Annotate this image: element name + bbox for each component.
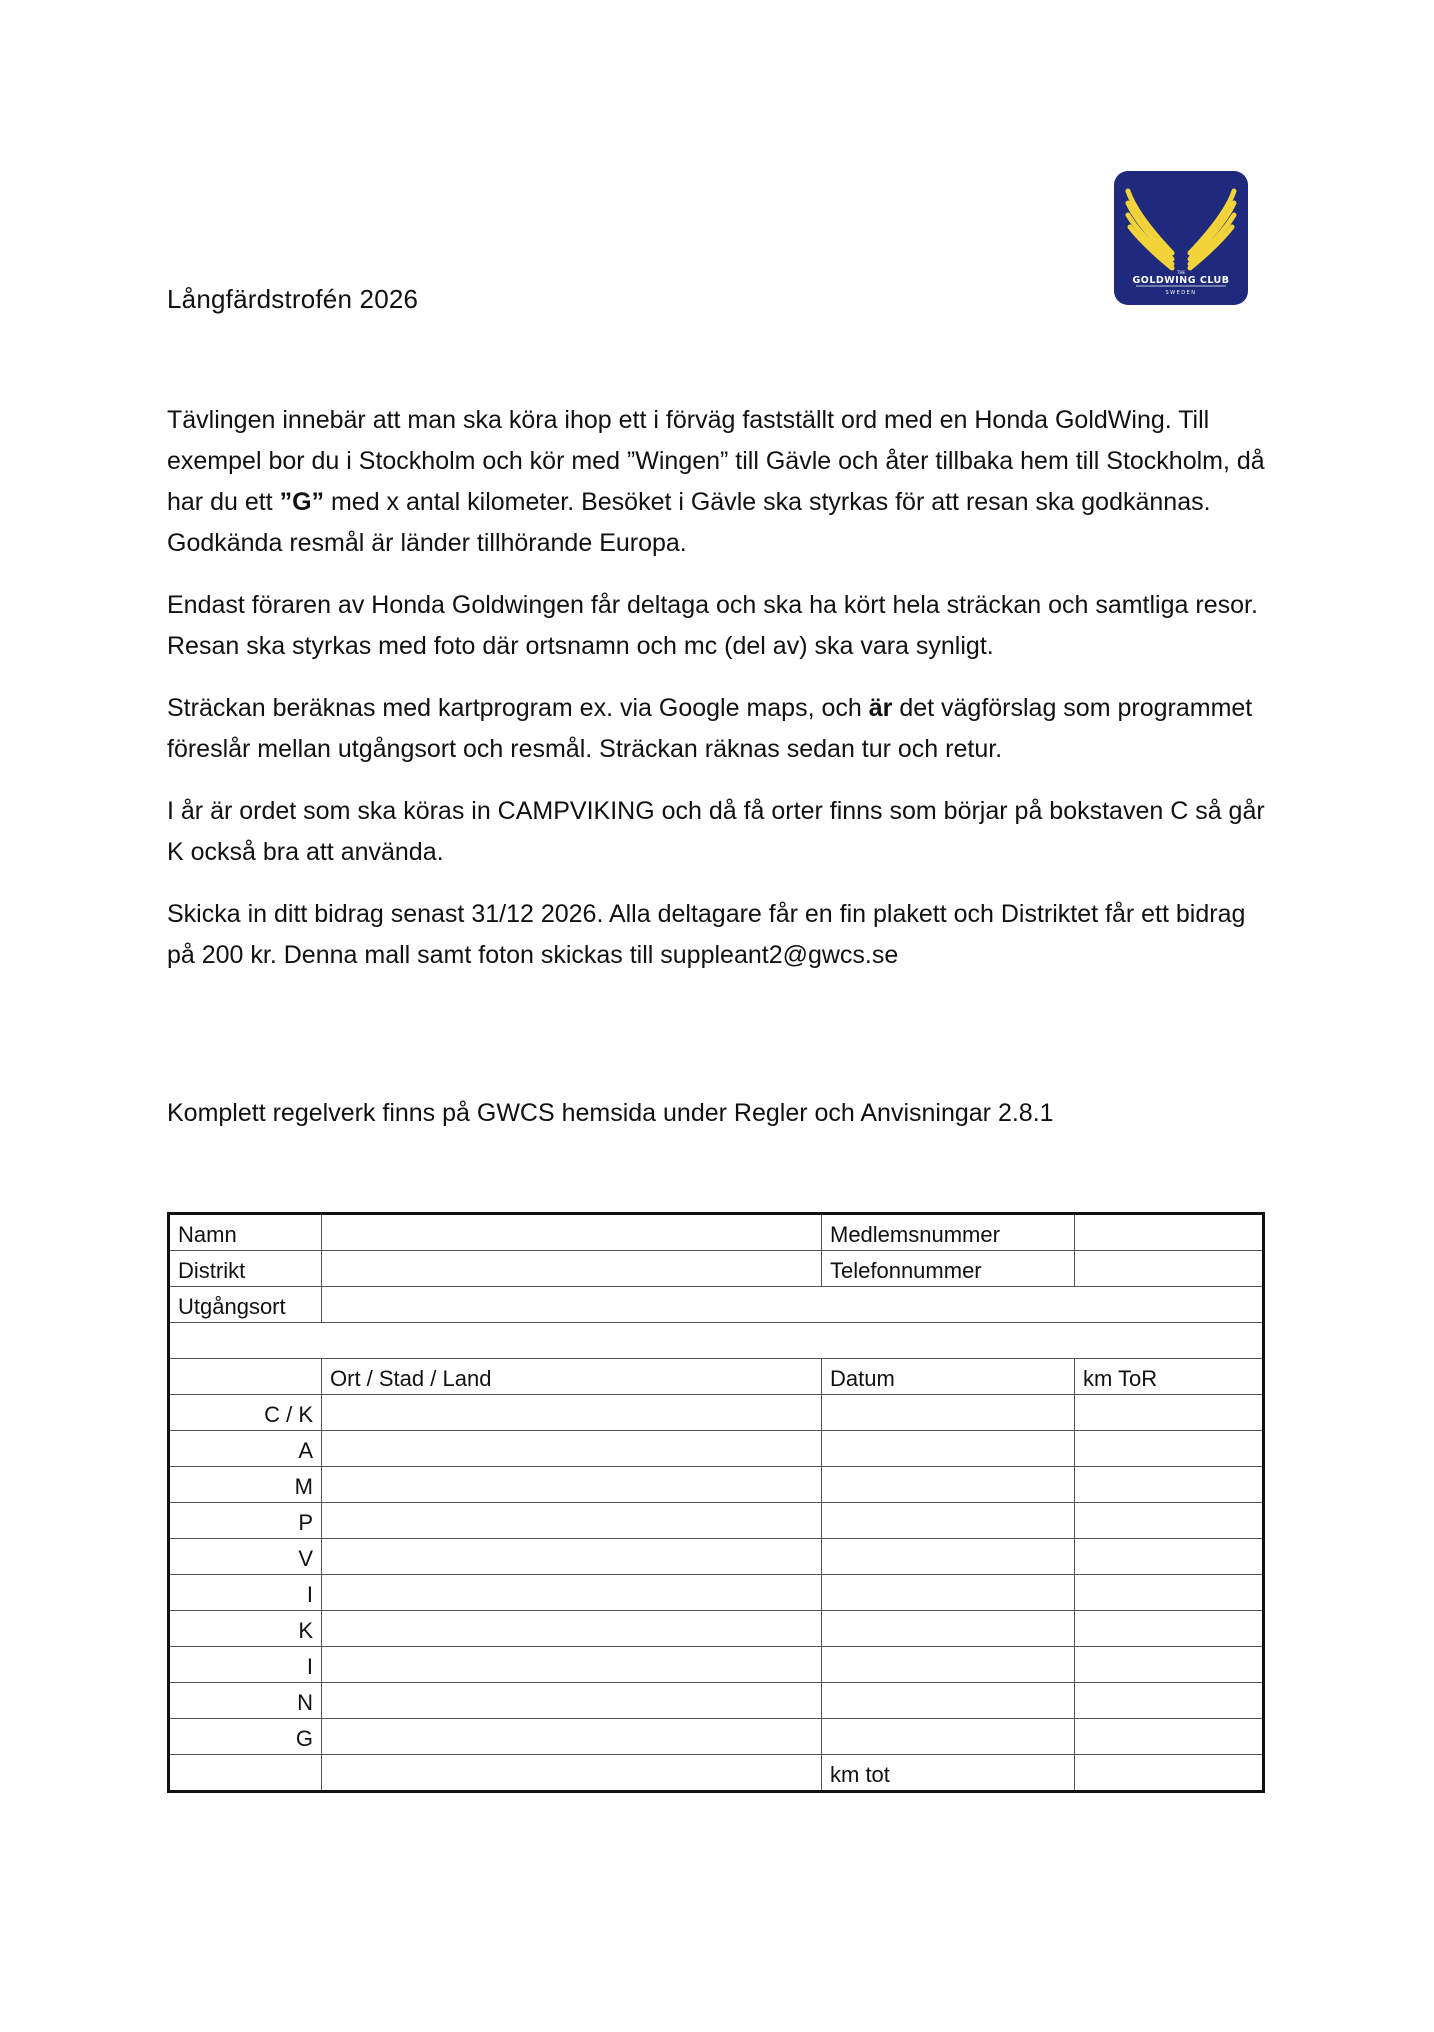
route-row xyxy=(169,1467,1264,1503)
name-label: Namn xyxy=(169,1214,322,1251)
route-place-field[interactable] xyxy=(322,1539,822,1575)
route-row xyxy=(169,1611,1264,1647)
svg-text:GOLDWING CLUB: GOLDWING CLUB xyxy=(1132,275,1230,286)
route-date-field[interactable] xyxy=(822,1575,1075,1611)
route-place-field[interactable] xyxy=(322,1395,822,1431)
route-km-field[interactable] xyxy=(1075,1395,1264,1431)
route-letter: I xyxy=(169,1575,322,1611)
route-place-field[interactable] xyxy=(322,1683,822,1719)
total-km-label: km tot xyxy=(822,1755,1075,1792)
svg-text:THE: THE xyxy=(1177,270,1185,275)
rules-reference-note: Komplett regelverk finns på GWCS hemsida under Regler och Anvisningar 2.8.1 xyxy=(167,1099,1054,1127)
route-km-field[interactable] xyxy=(1075,1539,1264,1575)
form-row-district xyxy=(169,1251,1264,1287)
route-letter: N xyxy=(169,1683,322,1719)
total-row xyxy=(169,1755,1264,1792)
route-km-field[interactable] xyxy=(1075,1647,1264,1683)
km-column-header: km ToR xyxy=(1075,1359,1264,1395)
route-row xyxy=(169,1431,1264,1467)
route-letter: K xyxy=(169,1611,322,1647)
entry-form-table xyxy=(167,1212,1265,1793)
route-letter: P xyxy=(169,1503,322,1539)
route-km-field[interactable] xyxy=(1075,1575,1264,1611)
total-blank-cell xyxy=(322,1755,822,1792)
document-title: Långfärdstrofén 2026 xyxy=(167,284,419,314)
route-place-field[interactable] xyxy=(322,1719,822,1755)
name-field[interactable] xyxy=(322,1214,822,1251)
member-number-field[interactable] xyxy=(1075,1214,1264,1251)
route-row xyxy=(169,1539,1264,1575)
route-row xyxy=(169,1647,1264,1683)
start-location-label: Utgångsort xyxy=(169,1287,322,1323)
route-letter: A xyxy=(169,1431,322,1467)
date-column-header: Datum xyxy=(822,1359,1075,1395)
route-row xyxy=(169,1503,1264,1539)
form-row-name xyxy=(169,1214,1264,1251)
route-place-field[interactable] xyxy=(322,1467,822,1503)
route-km-field[interactable] xyxy=(1075,1683,1264,1719)
total-blank-cell xyxy=(169,1755,322,1792)
route-date-field[interactable] xyxy=(822,1539,1075,1575)
route-place-field[interactable] xyxy=(322,1647,822,1683)
paragraph-distance-calculation: Sträckan beräknas med kartprogram ex. via Google maps, och är det vägförslag som programmet föreslår mellan utgångsort och resmål. Sträckan räknas sedan tur och retur. xyxy=(167,694,1253,763)
route-letter: C / K xyxy=(169,1395,322,1431)
paragraph-participation-rules: Endast föraren av Honda Goldwingen får deltaga och ska ha kört hela sträckan och samtliga resor. Resan ska styrkas med foto där ortsnamn och mc (del av) ska vara synligt. xyxy=(167,591,1258,660)
district-field[interactable] xyxy=(322,1251,822,1287)
phone-number-field[interactable] xyxy=(1075,1251,1264,1287)
route-km-field[interactable] xyxy=(1075,1431,1264,1467)
wings-icon xyxy=(1114,171,1248,305)
spacer-cell xyxy=(169,1323,1264,1359)
district-label: Distrikt xyxy=(169,1251,322,1287)
route-km-field[interactable] xyxy=(1075,1719,1264,1755)
svg-text:SWEDEN: SWEDEN xyxy=(1165,290,1197,296)
route-km-field[interactable] xyxy=(1075,1467,1264,1503)
route-row xyxy=(169,1575,1264,1611)
place-column-header: Ort / Stad / Land xyxy=(322,1359,822,1395)
letter-column-header xyxy=(169,1359,322,1395)
route-place-field[interactable] xyxy=(322,1575,822,1611)
paragraph-this-years-word: I år är ordet som ska köras in CAMPVIKING och då få orter finns som börjar på bokstaven C så går K också bra att använda. xyxy=(167,797,1265,866)
member-number-label: Medlemsnummer xyxy=(822,1214,1075,1251)
route-letter: M xyxy=(169,1467,322,1503)
route-letter: V xyxy=(169,1539,322,1575)
route-km-field[interactable] xyxy=(1075,1611,1264,1647)
route-date-field[interactable] xyxy=(822,1503,1075,1539)
route-date-field[interactable] xyxy=(822,1467,1075,1503)
document-body xyxy=(167,400,1267,997)
route-place-field[interactable] xyxy=(322,1611,822,1647)
route-letter: G xyxy=(169,1719,322,1755)
route-date-field[interactable] xyxy=(822,1683,1075,1719)
route-date-field[interactable] xyxy=(822,1611,1075,1647)
route-row xyxy=(169,1683,1264,1719)
goldwing-club-logo xyxy=(1114,171,1248,305)
route-date-field[interactable] xyxy=(822,1395,1075,1431)
route-row xyxy=(169,1719,1264,1755)
paragraph-submission-info: Skicka in ditt bidrag senast 31/12 2026. Alla deltagare får en fin plakett och Distriktet får ett bidrag på 200 kr. Denna mall samt foton skickas till suppleant2@gwcs.se xyxy=(167,900,1246,969)
route-date-field[interactable] xyxy=(822,1647,1075,1683)
route-letter: I xyxy=(169,1647,322,1683)
phone-number-label: Telefonnummer xyxy=(822,1251,1075,1287)
route-table-header xyxy=(169,1359,1264,1395)
route-place-field[interactable] xyxy=(322,1431,822,1467)
total-km-field[interactable] xyxy=(1075,1755,1264,1792)
route-row xyxy=(169,1395,1264,1431)
form-spacer-row xyxy=(169,1323,1264,1359)
paragraph-competition-description: Tävlingen innebär att man ska köra ihop ett i förväg fastställt ord med en Honda GoldWing. Till exempel bor du i Stockholm och kör med ”Wingen” till Gävle och åter tillbaka hem till Stockholm, då har du ett ”G” med x antal kilometer. Besöket i Gävle ska styrkas för att resan ska godkännas. Godkända resmål är länder tillhörande Europa. xyxy=(167,406,1265,557)
route-place-field[interactable] xyxy=(322,1503,822,1539)
start-location-field[interactable] xyxy=(322,1287,1264,1323)
route-km-field[interactable] xyxy=(1075,1503,1264,1539)
route-date-field[interactable] xyxy=(822,1719,1075,1755)
form-row-start-location xyxy=(169,1287,1264,1323)
route-date-field[interactable] xyxy=(822,1431,1075,1467)
